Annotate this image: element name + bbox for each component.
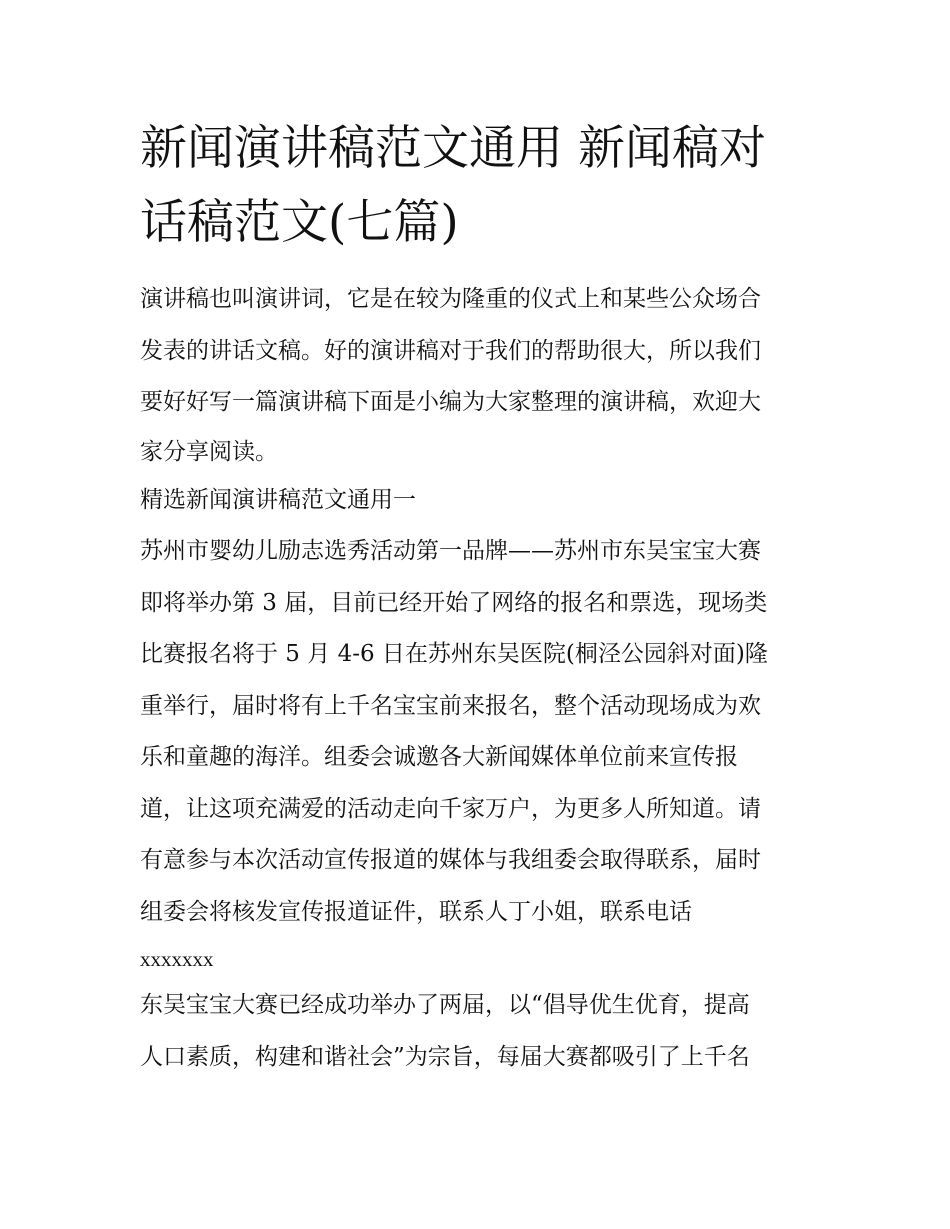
text-line: 东吴宝宝大赛已经成功举办了两届，以“倡导优生优育，提高: [140, 992, 750, 1018]
heading-line: 精选新闻演讲稿范文通用一: [140, 486, 416, 513]
section-heading: [140, 475, 830, 527]
title-line: 话稿范文(七篇): [140, 195, 459, 250]
text-line: 发表的讲话文稿。好的演讲稿对于我们的帮助很大，所以我们: [140, 337, 761, 364]
text-line: 组委会将核发宣传报道证件，联系人丁小姐，联系电话: [140, 898, 692, 925]
news-paragraph-2: [140, 980, 830, 1083]
news-paragraph-1: [140, 526, 830, 980]
text-line: 要好好写一篇演讲稿下面是小编为大家整理的演讲稿，欢迎大: [140, 389, 761, 415]
text-line: 苏州市婴幼儿励志选秀活动第一品牌——苏州市东吴宝宝大赛: [140, 538, 761, 564]
text-line: 演讲稿也叫演讲词，它是在较为隆重的仪式上和某些公众场合: [140, 286, 761, 312]
text-line: 重举行，届时将有上千名宝宝前来报名，整个活动现场成为欢: [140, 692, 761, 719]
text-line: 家分享阅读。: [140, 438, 278, 465]
phone-number: xxxxxxx: [140, 947, 214, 971]
text-line: 有意参与本次活动宣传报道的媒体与我组委会取得联系，届时: [140, 847, 761, 873]
document-title: [140, 112, 820, 260]
intro-paragraph: [140, 274, 830, 475]
document-body: [140, 274, 830, 1083]
text-line: 比赛报名将于 5 月 4-6 日在苏州东吴医院(桐泾公园斜对面)隆: [140, 641, 768, 667]
text-line: 乐和童趣的海洋。组委会诚邀各大新闻媒体单位前来宣传报: [140, 744, 738, 770]
text-line: 即将举办第 3 届，目前已经开始了网络的报名和票选，现场类: [140, 589, 768, 616]
title-line: 新闻演讲稿范文通用 新闻稿对: [140, 121, 766, 176]
text-line: 人口素质，构建和谐社会”为宗旨，每届大赛都吸引了上千名: [140, 1043, 750, 1070]
text-line: 道，让这项充满爱的活动走向千家万户，为更多人所知道。请: [140, 795, 761, 822]
